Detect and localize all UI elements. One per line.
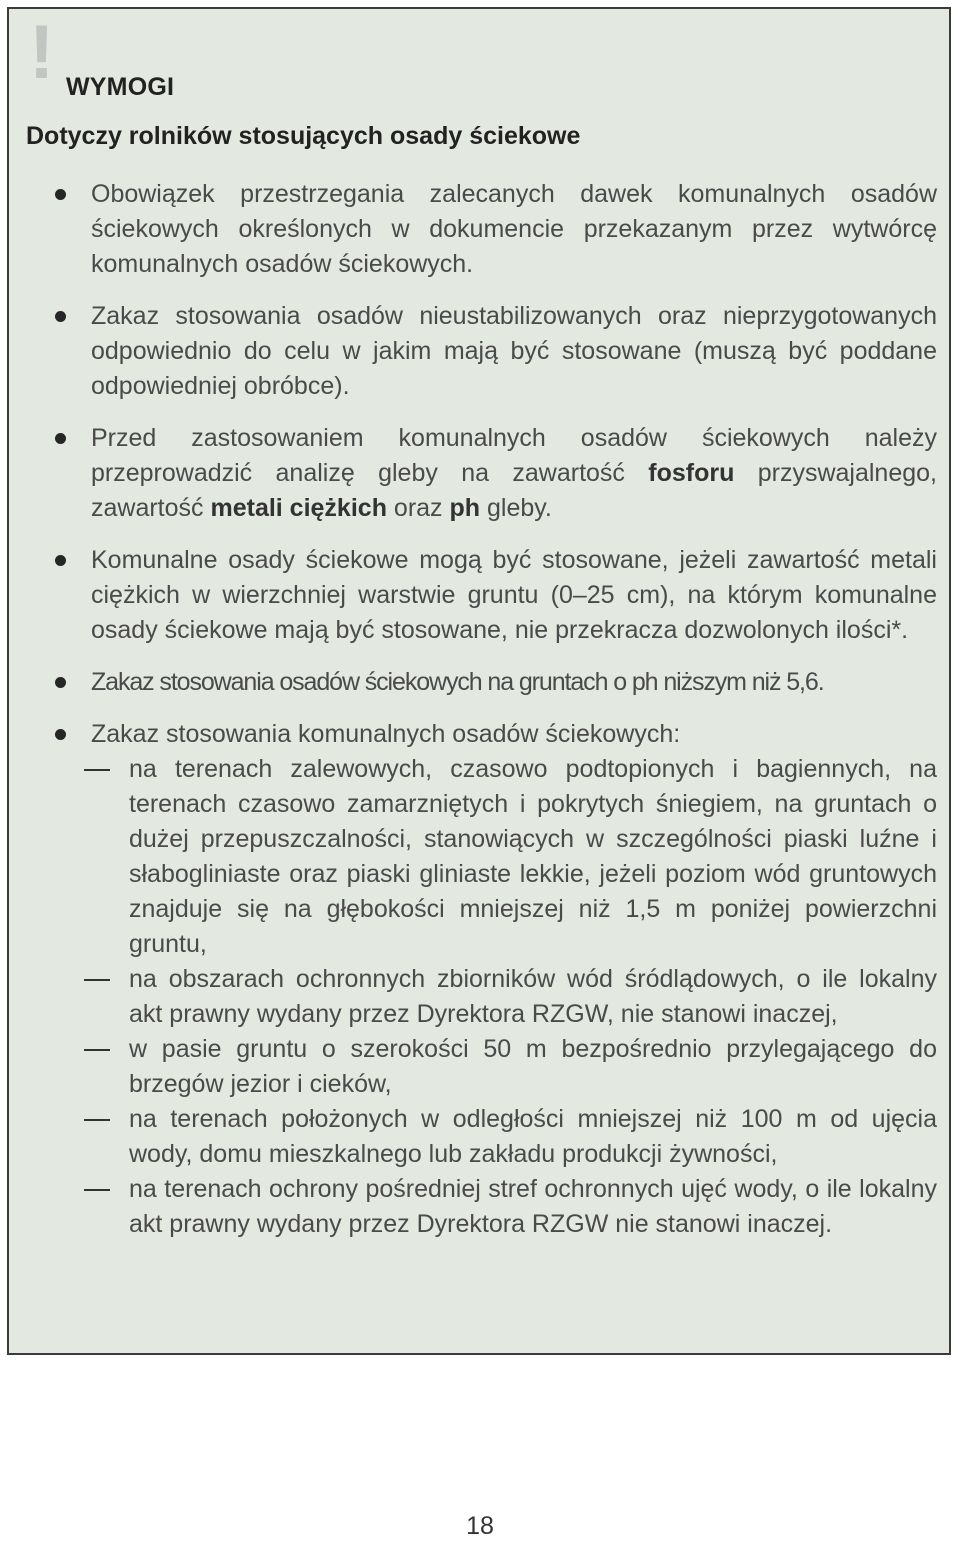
- requirements-box: [7, 7, 951, 1355]
- list-item-text: Przed zastosowaniem komunalnych osadów ściekowych należy przeprowadzić analizę gleby na zawartość: [91, 424, 937, 487]
- list-item-text: Zakaz stosowania osadów nieustabilizowanych oraz nieprzygotowanych odpowiednio do celu w jakim mają być stosowane (muszą być poddane odpowiedniej obróbce).: [91, 302, 937, 400]
- page-number: 18: [466, 1512, 494, 1540]
- bullet-icon: [55, 555, 66, 566]
- bullet-icon: [55, 433, 66, 444]
- list-item-text: Zakaz stosowania osadów ściekowych na gruntach o ph niższym niż 5,6.: [91, 668, 824, 696]
- prohibition-sublist: [91, 752, 937, 1242]
- emphasis-heavy-metals: metali ciężkich: [210, 494, 387, 522]
- dash-icon: [84, 979, 110, 981]
- list-item: [9, 421, 951, 526]
- sublist-item: [91, 1032, 937, 1102]
- list-item-text: Komunalne osady ściekowe mogą być stosowane, jeżeli zawartość metali ciężkich w wierzchniej warstwie gruntu (0–25 cm), na którym komunalne osady ściekowe mają być stosowane, nie przekracza dozwolonych ilości*.: [91, 546, 937, 644]
- emphasis-ph: ph: [449, 494, 481, 522]
- bullet-icon: [55, 729, 66, 740]
- dash-icon: [84, 1049, 110, 1051]
- section-subheading: Dotyczy rolników stosujących osady ściekowe: [26, 122, 581, 150]
- bullet-icon: [55, 311, 66, 322]
- list-item: [9, 543, 951, 648]
- list-item-text: Obowiązek przestrzegania zalecanych dawek komunalnych osadów ściekowych określonych w dokumencie przekazanym przez wytwórcę komunalnych osadów ściekowych.: [91, 180, 937, 278]
- list-item-text: gleby.: [480, 494, 552, 522]
- dash-icon: [84, 769, 110, 771]
- section-heading: WYMOGI: [66, 73, 175, 101]
- dash-icon: [84, 1119, 110, 1121]
- bullet-icon: [55, 677, 66, 688]
- sublist-item-text: na terenach ochrony pośredniej stref ochronnych ujęć wody, o ile lokalny akt prawny wydany przez Dyrektora RZGW nie stanowi inaczej.: [129, 1175, 937, 1238]
- list-item: [9, 665, 951, 700]
- requirements-list: [9, 177, 951, 1259]
- sublist-item: [91, 1102, 937, 1172]
- sublist-item: [91, 1172, 937, 1242]
- sublist-item-text: na terenach położonych w odległości mniejszej niż 100 m od ujęcia wody, domu mieszkalnego lub zakładu produkcji żywności,: [129, 1105, 937, 1168]
- exclamation-icon: !: [29, 10, 55, 95]
- list-item: [9, 717, 951, 1242]
- sublist-item: [91, 752, 937, 962]
- sublist-item: [91, 962, 937, 1032]
- dash-icon: [84, 1189, 110, 1191]
- sublist-item-text: na obszarach ochronnych zbiorników wód śródlądowych, o ile lokalny akt prawny wydany przez Dyrektora RZGW, nie stanowi inaczej,: [129, 965, 937, 1028]
- emphasis-phosphorus: fosforu: [648, 459, 735, 487]
- list-item: [9, 177, 951, 282]
- bullet-icon: [55, 189, 66, 200]
- sublist-item-text: w pasie gruntu o szerokości 50 m bezpośrednio przylegającego do brzegów jezior i cieków,: [129, 1035, 937, 1098]
- sublist-item-text: na terenach zalewowych, czasowo podtopionych i bagiennych, na terenach czasowo zamarzniętych i pokrytych śniegiem, na gruntach o dużej przepuszczalności, stanowiących w szczególności piaski luźne i słabogliniaste oraz piaski gliniaste lekkie, jeżeli poziom wód gruntowych znajduje się na głębokości mniejszej niż 1,5 m poniżej powierzchni gruntu,: [129, 755, 937, 958]
- list-item-text: Zakaz stosowania komunalnych osadów ściekowych:: [91, 720, 681, 748]
- list-item-text: oraz: [386, 494, 450, 522]
- list-item: [9, 299, 951, 404]
- list-item-text: przyswajalnego, zawartość: [91, 459, 937, 522]
